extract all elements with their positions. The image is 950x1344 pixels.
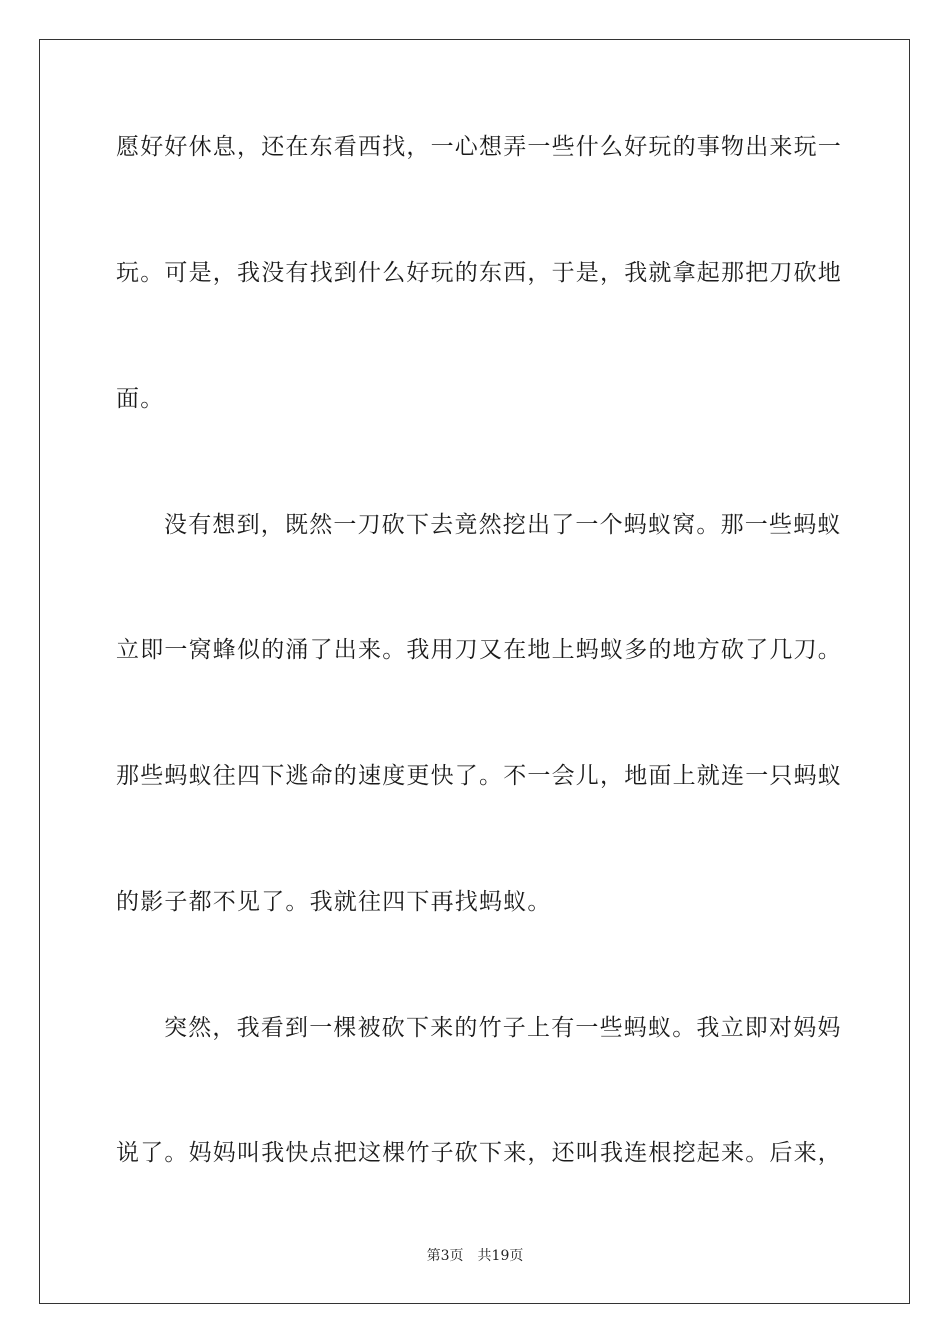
body-line-9: 说了。妈妈叫我快点把这棵竹子砍下来，还叫我连根挖起来。后来， [116, 1140, 842, 1166]
page-number: 第3页 [426, 1248, 464, 1264]
body-line-6: 那些蚂蚁往四下逃命的速度更快了。不一会儿，地面上就连一只蚂蚁 [116, 763, 842, 789]
body-line-5: 立即一窝蜂似的涌了出来。我用刀又在地上蚂蚁多的地方砍了几刀。 [116, 637, 842, 663]
page-total: 共19页 [477, 1248, 524, 1264]
body-line-2: 玩。可是，我没有找到什么好玩的东西，于是，我就拿起那把刀砍地 [116, 260, 842, 286]
body-line-8: 突然，我看到一棵被砍下来的竹子上有一些蚂蚁。我立即对妈妈 [164, 1015, 842, 1041]
page-border [39, 39, 910, 1304]
body-line-4: 没有想到，既然一刀砍下去竟然挖出了一个蚂蚁窝。那一些蚂蚁 [164, 512, 842, 538]
body-line-3: 面。 [116, 386, 165, 412]
body-line-1: 愿好好休息，还在东看西找，一心想弄一些什么好玩的事物出来玩一 [116, 134, 842, 160]
body-line-7: 的影子都不见了。我就往四下再找蚂蚁。 [116, 889, 552, 915]
page-footer [0, 1247, 950, 1265]
